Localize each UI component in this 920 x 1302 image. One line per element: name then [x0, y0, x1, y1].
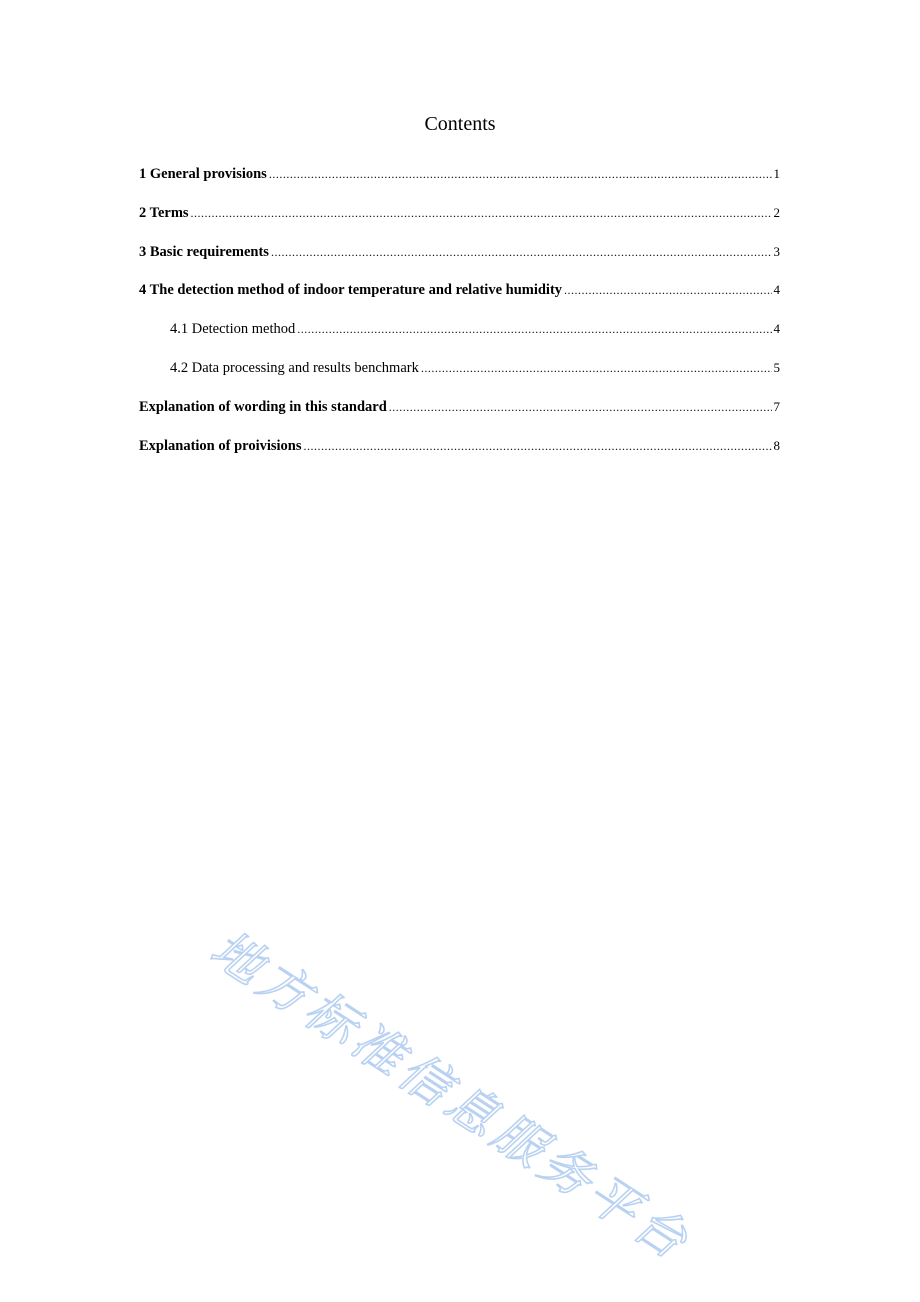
toc-entry-label: 3 Basic requirements: [139, 243, 269, 260]
toc-entry-data-processing[interactable]: [139, 358, 780, 397]
toc-entry-explanation-of-provisions[interactable]: [139, 436, 780, 475]
toc-entry-label: Explanation of proivisions: [139, 437, 302, 454]
toc-entry-detection-method[interactable]: [139, 319, 780, 358]
toc-page-number: 7: [773, 398, 780, 414]
dot-leader: [304, 436, 772, 456]
toc-page-number: 5: [773, 359, 780, 375]
dot-leader: [421, 358, 772, 378]
toc-entry-label: 2 Terms: [139, 204, 189, 221]
toc-entry-explanation-of-wording[interactable]: [139, 397, 780, 436]
toc-entry-label: 4.2 Data processing and results benchmark: [170, 359, 419, 376]
toc-entry-general-provisions[interactable]: [139, 164, 780, 203]
toc-page-number: 2: [773, 204, 780, 220]
dot-leader: [191, 203, 772, 223]
toc-entry-terms[interactable]: [139, 203, 780, 242]
dot-leader: [389, 397, 772, 417]
toc-page-number: 3: [773, 243, 780, 259]
dot-leader: [271, 242, 772, 262]
toc-entry-label: 4 The detection method of indoor temperature and relative humidity: [139, 282, 563, 299]
toc-page-number: 4: [773, 282, 780, 298]
dot-leader: [297, 319, 771, 339]
toc-entry-label: 1 General provisions: [139, 166, 267, 182]
table-of-contents: [139, 164, 780, 474]
toc-page-number: 8: [773, 437, 780, 453]
toc-page-number: 1: [773, 166, 780, 181]
dot-leader: [269, 164, 772, 184]
toc-entry-label: Explanation of wording in this standard: [139, 398, 387, 415]
dot-leader: [564, 280, 771, 300]
toc-entry-label: 4.1 Detection method: [170, 321, 296, 338]
toc-entry-basic-requirements[interactable]: [139, 242, 780, 281]
toc-entry-detection-method-section[interactable]: [139, 280, 780, 319]
watermark-text: 地方标准信息服务平台: [200, 919, 702, 1273]
page-title: Contents: [424, 113, 496, 135]
toc-page-number: 4: [773, 321, 780, 337]
